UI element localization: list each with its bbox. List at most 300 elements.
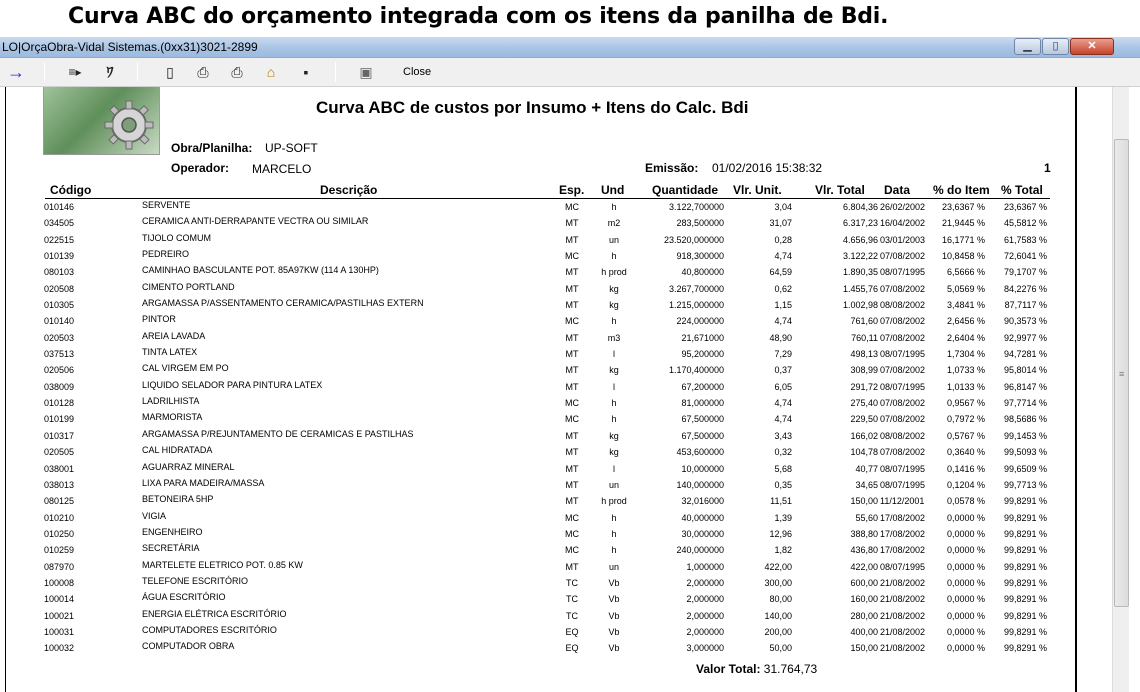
col-und: Und <box>601 183 625 197</box>
pct-total-cell: 99,8291 % <box>1003 626 1047 637</box>
vlr-total-cell: 422,00 <box>850 561 878 572</box>
col-esp: Esp. <box>559 183 585 197</box>
descricao-cell: CAMINHAO BASCULANTE POT. 85A97KW (114 A 130HP) <box>142 265 379 276</box>
descricao-cell: BETONEIRA 5HP <box>142 494 214 505</box>
vlr-unit-cell: 0,32 <box>774 447 792 458</box>
descricao-cell: CIMENTO PORTLAND <box>142 281 235 292</box>
maximize-button[interactable]: ▯ <box>1042 38 1069 55</box>
pct-total-cell: 94,7281 % <box>1003 349 1047 360</box>
pct-total-cell: 99,7713 % <box>1003 479 1047 490</box>
vlr-unit-cell: 1,15 <box>774 300 792 311</box>
codigo-cell: 010259 <box>44 545 75 556</box>
table-row <box>0 609 1076 625</box>
pct-total-cell: 95,8014 % <box>1003 365 1047 376</box>
table-row <box>0 560 1076 576</box>
quantidade-cell: 67,500000 <box>681 414 724 425</box>
pct-item-cell: 6,5666 % <box>946 267 985 278</box>
open-folder-icon[interactable]: ⌂ <box>266 64 276 80</box>
codigo-cell: 034505 <box>44 218 75 229</box>
pct-item-cell: 21,9445 % <box>941 218 985 229</box>
codigo-cell: 100014 <box>44 594 75 605</box>
esp-cell: TC <box>566 610 578 621</box>
esp-cell: MT <box>565 561 579 572</box>
vlr-total-cell: 150,00 <box>850 643 878 654</box>
quantidade-cell: 40,000000 <box>681 512 724 523</box>
vlr-total-cell: 150,00 <box>850 496 878 507</box>
screenshot-caption: Curva ABC do orçamento integrada com os itens da panilha de Bdi. <box>68 4 889 29</box>
col-quantidade: Quantidade <box>652 183 719 197</box>
codigo-cell: 038013 <box>44 479 75 490</box>
esp-cell: MT <box>565 349 579 360</box>
vlr-total-cell: 160,00 <box>850 594 878 605</box>
table-row <box>0 494 1076 510</box>
vlr-unit-cell: 3,04 <box>774 202 792 212</box>
descricao-cell: CAL HIDRATADA <box>142 445 213 456</box>
quantidade-cell: 67,500000 <box>681 430 724 441</box>
codigo-cell: 080103 <box>44 267 75 278</box>
codigo-cell: 010210 <box>44 512 75 523</box>
pct-item-cell: 0,0000 % <box>946 545 985 556</box>
pct-total-cell: 99,6509 % <box>1003 463 1047 474</box>
pct-total-cell: 99,8291 % <box>1003 594 1047 605</box>
esp-cell: MC <box>565 512 579 523</box>
quantidade-cell: 32,016000 <box>681 496 724 507</box>
und-cell: Vb <box>608 594 620 605</box>
next-arrow-icon[interactable]: → <box>7 62 25 82</box>
window-title: LO|OrçaObra-Vidal Sistemas.(0xx31)3021-2899 <box>2 40 258 54</box>
data-cell: 03/01/2003 <box>880 234 926 245</box>
pct-total-cell: 99,8291 % <box>1003 545 1047 556</box>
vlr-total-cell: 229,50 <box>850 414 878 425</box>
obra-value: UP-SOFT <box>265 141 318 155</box>
codigo-cell: 100021 <box>44 610 75 621</box>
pct-item-cell: 2,6456 % <box>946 316 985 327</box>
vlr-total-cell: 280,00 <box>850 610 878 621</box>
data-cell: 07/08/2002 <box>880 251 926 262</box>
print-icon[interactable]: ⎙ <box>231 64 243 80</box>
vlr-total-cell: 400,00 <box>850 626 878 637</box>
pct-item-cell: 10,8458 % <box>941 251 985 262</box>
vlr-unit-cell: 422,00 <box>764 561 792 572</box>
pct-item-cell: 16,1771 % <box>941 234 985 245</box>
data-cell: 11/12/2001 <box>880 496 925 507</box>
vlr-unit-cell: 80,00 <box>769 594 792 605</box>
quantidade-cell: 23.520,000000 <box>663 234 724 245</box>
vlr-total-cell: 600,00 <box>850 577 878 588</box>
und-cell: h <box>611 545 617 556</box>
vlr-unit-cell: 0,62 <box>774 283 792 294</box>
codigo-cell: 010140 <box>44 316 75 327</box>
descricao-cell: VIGIA <box>142 510 167 521</box>
codigo-cell: 020506 <box>44 365 75 376</box>
codigo-cell: 087970 <box>44 561 75 572</box>
und-cell: un <box>608 479 619 490</box>
descricao-cell: ÁGUA ESCRITÓRIO <box>142 592 226 603</box>
und-cell: h <box>611 251 617 262</box>
quantidade-cell: 1.215,000000 <box>668 300 724 311</box>
operador-label: Operador: <box>171 161 230 175</box>
pct-total-cell: 99,8291 % <box>1003 643 1047 654</box>
vlr-unit-cell: 0,37 <box>774 365 792 376</box>
und-cell: h <box>611 414 617 425</box>
vlr-unit-cell: 3,43 <box>774 430 792 441</box>
und-cell: un <box>608 561 619 572</box>
pct-total-cell: 79,1707 % <box>1003 267 1047 278</box>
descricao-cell: MARTELETE ELETRICO POT. 0.85 KW <box>142 559 303 570</box>
pct-item-cell: 0,0000 % <box>946 577 985 588</box>
pct-item-cell: 0,0000 % <box>946 610 985 621</box>
pct-item-cell: 1,0133 % <box>946 381 985 392</box>
pct-total-cell: 99,8291 % <box>1003 610 1047 621</box>
descricao-cell: ARGAMASSA P/ASSENTAMENTO CERAMICA/PASTILHAS EXTERN <box>142 298 424 309</box>
export-icon[interactable]: ▣ <box>359 64 373 80</box>
descricao-cell: ENGENHEIRO <box>142 526 203 537</box>
und-cell: m3 <box>607 332 621 343</box>
quantidade-cell: 283,500000 <box>676 218 724 229</box>
pct-total-cell: 96,8147 % <box>1003 381 1047 392</box>
table-row <box>0 347 1076 363</box>
vlr-total-cell: 498,13 <box>850 349 878 360</box>
esp-cell: MC <box>565 316 579 327</box>
codigo-cell: 037513 <box>44 349 75 360</box>
esp-cell: MT <box>565 365 579 376</box>
vlr-total-cell: 1.455,76 <box>842 283 878 294</box>
toolbar <box>0 58 1140 87</box>
binoculars-icon[interactable]: ﾜ <box>106 64 114 80</box>
page-icon[interactable]: ▯ <box>166 64 174 80</box>
operador-value: MARCELO <box>252 162 312 176</box>
save-icon[interactable]: ▪ <box>303 64 309 80</box>
esp-cell: MT <box>565 234 579 245</box>
vlr-total-cell: 40,77 <box>855 463 878 474</box>
vlr-unit-cell: 4,74 <box>774 398 792 409</box>
esp-cell: MT <box>565 479 579 490</box>
pct-total-cell: 72,6041 % <box>1003 251 1047 262</box>
codigo-cell: 080125 <box>44 496 75 507</box>
data-cell: 21/08/2002 <box>880 626 926 637</box>
table-row <box>0 314 1076 330</box>
pct-total-cell: 87,7117 % <box>1004 300 1047 311</box>
data-cell: 08/07/1995 <box>880 479 926 490</box>
close-button[interactable]: Close <box>403 66 432 78</box>
codigo-cell: 020508 <box>44 283 75 294</box>
table-row <box>0 412 1076 428</box>
esp-cell: EQ <box>565 643 579 654</box>
codigo-cell: 022515 <box>44 234 75 245</box>
quantidade-cell: 21,671000 <box>681 332 724 343</box>
data-cell: 07/08/2002 <box>880 414 926 425</box>
esp-cell: MC <box>565 398 579 409</box>
table-row <box>0 249 1076 265</box>
und-cell: l <box>613 463 615 474</box>
quantidade-cell: 2,000000 <box>686 594 724 605</box>
vlr-total-cell: 760,11 <box>851 332 878 343</box>
data-cell: 08/08/2002 <box>880 430 926 441</box>
pct-total-cell: 99,5093 % <box>1003 447 1047 458</box>
data-cell: 08/07/1995 <box>880 349 926 360</box>
esp-cell: MT <box>565 447 579 458</box>
quantidade-cell: 95,200000 <box>681 349 724 360</box>
table-row <box>0 233 1076 249</box>
vlr-total-cell: 291,72 <box>850 381 878 392</box>
und-cell: h prod <box>601 496 627 507</box>
esp-cell: MC <box>565 202 579 212</box>
pct-total-cell: 97,7714 % <box>1003 398 1047 409</box>
descricao-cell: CERAMICA ANTI-DERRAPANTE VECTRA OU SIMILAR <box>142 216 369 227</box>
vlr-unit-cell: 1,82 <box>774 545 792 556</box>
codigo-cell: 100008 <box>44 577 75 588</box>
vertical-scrollbar[interactable] <box>1112 87 1129 692</box>
vlr-total-cell: 3.122,22 <box>842 251 878 262</box>
table-row <box>0 282 1076 298</box>
vlr-unit-cell: 4,74 <box>774 316 792 327</box>
vlr-total-cell: 55,60 <box>855 512 878 523</box>
pct-item-cell: 23,6367 % <box>941 202 985 212</box>
emissao-label: Emissão: <box>645 161 699 175</box>
table-row <box>0 363 1076 379</box>
und-cell: h <box>611 512 617 523</box>
vlr-unit-cell: 31,07 <box>769 218 792 229</box>
vlr-total-cell: 34,65 <box>855 479 878 490</box>
codigo-cell: 010139 <box>44 251 75 262</box>
table-row <box>0 511 1076 527</box>
codigo-cell: 010199 <box>44 414 75 425</box>
table-row <box>0 445 1076 461</box>
table-row <box>0 396 1076 412</box>
esp-cell: MT <box>565 463 579 474</box>
col-vlr-total: Vlr. Total <box>815 183 865 197</box>
data-cell: 08/07/1995 <box>880 463 926 474</box>
table-row <box>0 641 1076 657</box>
pct-total-cell: 99,1453 % <box>1003 430 1047 441</box>
report-title: Curva ABC de custos por Insumo + Itens do Calc. Bdi <box>316 98 749 117</box>
quantidade-cell: 1,000000 <box>686 561 724 572</box>
vlr-total-cell: 6.317,23 <box>842 218 878 229</box>
descricao-cell: TINTA LATEX <box>142 347 198 358</box>
data-cell: 21/08/2002 <box>880 610 926 621</box>
descricao-cell: AREIA LAVADA <box>142 330 206 341</box>
pct-item-cell: 0,0000 % <box>946 561 985 572</box>
pct-item-cell: 2,6404 % <box>946 332 985 343</box>
pct-item-cell: 0,9567 % <box>946 398 985 409</box>
pct-item-cell: 0,7972 % <box>946 414 985 425</box>
quantidade-cell: 918,300000 <box>676 251 724 262</box>
und-cell: l <box>613 381 615 392</box>
esp-cell: MT <box>565 267 579 278</box>
valor-total-value: 31.764,73 <box>763 662 818 676</box>
quantidade-cell: 3.122,700000 <box>668 202 724 212</box>
und-cell: kg <box>609 300 619 311</box>
vlr-total-cell: 1.002,98 <box>842 300 878 311</box>
esp-cell: MT <box>565 381 579 392</box>
descricao-cell: TELEFONE ESCRITÓRIO <box>142 575 249 586</box>
pct-total-cell: 99,8291 % <box>1003 528 1047 539</box>
header-divider <box>45 198 1050 199</box>
vlr-unit-cell: 12,96 <box>769 528 792 539</box>
table-row <box>0 216 1076 232</box>
vlr-unit-cell: 300,00 <box>764 577 792 588</box>
pct-item-cell: 0,1416 % <box>946 463 985 474</box>
vlr-total-cell: 275,40 <box>850 398 878 409</box>
und-cell: Vb <box>608 577 620 588</box>
obra-label: Obra/Planilha: <box>171 141 253 155</box>
scrollbar-grip-icon: ≡ <box>1119 369 1125 379</box>
pct-item-cell: 1,7304 % <box>946 349 985 360</box>
data-cell: 07/08/2002 <box>880 283 926 294</box>
und-cell: Vb <box>608 643 620 654</box>
descricao-cell: ENERGIA ELÉTRICA ESCRITÓRIO <box>142 608 287 619</box>
table-row <box>0 298 1076 314</box>
vlr-total-cell: 166,02 <box>850 430 878 441</box>
data-cell: 08/08/2002 <box>880 300 926 311</box>
esp-cell: MT <box>565 496 579 507</box>
valor-total-label: Valor Total: <box>696 662 761 676</box>
esp-cell: TC <box>566 577 578 588</box>
window-titlebar <box>0 37 1140 58</box>
scrollbar-thumb[interactable] <box>1114 139 1129 607</box>
data-cell: 07/08/2002 <box>880 398 926 409</box>
data-cell: 21/08/2002 <box>880 594 926 605</box>
descricao-cell: COMPUTADORES ESCRITÓRIO <box>142 624 277 635</box>
vlr-unit-cell: 50,00 <box>769 643 792 654</box>
pct-total-cell: 84,2276 % <box>1003 283 1047 294</box>
und-cell: h prod <box>601 267 627 278</box>
company-logo <box>43 87 160 155</box>
codigo-cell: 010146 <box>44 202 75 212</box>
valor-total <box>696 662 817 676</box>
pct-item-cell: 0,3640 % <box>946 447 985 458</box>
codigo-cell: 010250 <box>44 528 75 539</box>
page-number: 1 <box>1044 161 1051 175</box>
quantidade-cell: 2,000000 <box>686 577 724 588</box>
pct-item-cell: 1,0733 % <box>946 365 985 376</box>
pct-total-cell: 99,8291 % <box>1003 496 1047 507</box>
vlr-total-cell: 436,80 <box>850 545 878 556</box>
descricao-cell: LADRILHISTA <box>142 396 200 407</box>
und-cell: kg <box>609 447 619 458</box>
table-row <box>0 592 1076 608</box>
printer-setup-icon[interactable]: ⎙ <box>197 64 209 80</box>
und-cell: h <box>611 528 617 539</box>
codigo-cell: 020503 <box>44 332 75 343</box>
pct-item-cell: 0,0578 % <box>946 496 985 507</box>
esp-cell: MC <box>565 251 579 262</box>
quantidade-cell: 224,000000 <box>676 316 724 327</box>
quantidade-cell: 2,000000 <box>686 610 724 621</box>
col-vlr-unit: Vlr. Unit. <box>733 183 782 197</box>
vlr-unit-cell: 7,29 <box>774 349 792 360</box>
table-row <box>0 625 1076 641</box>
table-row <box>0 543 1076 559</box>
table-body <box>0 200 1076 658</box>
quantidade-cell: 2,000000 <box>686 626 724 637</box>
descricao-cell: PEDREIRO <box>142 249 190 260</box>
data-cell: 21/08/2002 <box>880 643 926 654</box>
pct-item-cell: 0,0000 % <box>946 528 985 539</box>
pct-item-cell: 0,0000 % <box>946 643 985 654</box>
data-cell: 07/08/2002 <box>880 365 926 376</box>
vlr-unit-cell: 6,05 <box>774 381 792 392</box>
vlr-unit-cell: 11,51 <box>770 496 792 507</box>
vlr-unit-cell: 4,74 <box>774 414 792 425</box>
list-icon[interactable]: ≡▸ <box>68 65 82 79</box>
data-cell: 07/08/2002 <box>880 447 926 458</box>
und-cell: h <box>611 316 617 327</box>
pct-item-cell: 0,1204 % <box>946 479 985 490</box>
quantidade-cell: 40,800000 <box>681 267 724 278</box>
table-row <box>0 380 1076 396</box>
codigo-cell: 010305 <box>44 300 75 311</box>
codigo-cell: 100031 <box>44 626 75 637</box>
minimize-button[interactable]: ▁ <box>1014 38 1041 55</box>
toolbar-separator <box>335 62 336 82</box>
table-row <box>0 429 1076 445</box>
close-window-button[interactable]: ✕ <box>1070 38 1114 55</box>
pct-total-cell: 45,5812 % <box>1003 218 1047 229</box>
data-cell: 16/04/2002 <box>880 218 926 229</box>
descricao-cell: TIJOLO COMUM <box>142 232 211 243</box>
vlr-unit-cell: 200,00 <box>764 626 792 637</box>
esp-cell: MC <box>565 414 579 425</box>
codigo-cell: 038009 <box>44 381 75 392</box>
esp-cell: MT <box>565 300 579 311</box>
vlr-total-cell: 104,78 <box>850 447 878 458</box>
pct-item-cell: 5,0569 % <box>946 283 985 294</box>
vlr-unit-cell: 0,28 <box>774 234 792 245</box>
quantidade-cell: 3,000000 <box>686 643 724 654</box>
table-row <box>0 478 1076 494</box>
quantidade-cell: 140,000000 <box>676 479 724 490</box>
pct-item-cell: 0,0000 % <box>946 626 985 637</box>
data-cell: 21/08/2002 <box>880 577 926 588</box>
vlr-unit-cell: 5,68 <box>774 463 792 474</box>
codigo-cell: 020505 <box>44 447 75 458</box>
data-cell: 08/07/1995 <box>880 381 926 392</box>
vlr-total-cell: 388,80 <box>850 528 878 539</box>
data-cell: 08/07/1995 <box>880 267 926 278</box>
codigo-cell: 010128 <box>44 398 75 409</box>
esp-cell: MC <box>565 545 579 556</box>
descricao-cell: ARGAMASSA P/REJUNTAMENTO DE CERAMICAS E PASTILHAS <box>142 428 414 439</box>
vlr-total-cell: 308,99 <box>850 365 878 376</box>
col-pct-total: % Total <box>1001 183 1043 197</box>
und-cell: h <box>611 398 617 409</box>
vlr-total-cell: 1.890,35 <box>842 267 878 278</box>
descricao-cell: COMPUTADOR OBRA <box>142 641 235 652</box>
und-cell: Vb <box>608 626 620 637</box>
und-cell: un <box>608 234 619 245</box>
data-cell: 17/08/2002 <box>880 528 926 539</box>
emissao-value: 01/02/2016 15:38:32 <box>712 161 823 175</box>
toolbar-separator <box>137 62 138 82</box>
esp-cell: EQ <box>565 626 579 637</box>
pct-total-cell: 61,7583 % <box>1003 234 1047 245</box>
pct-total-cell: 99,8291 % <box>1003 512 1047 523</box>
und-cell: h <box>611 202 617 212</box>
vlr-total-cell: 6.804,36 <box>842 202 878 212</box>
und-cell: kg <box>609 365 619 376</box>
und-cell: l <box>613 349 615 360</box>
col-codigo: Código <box>50 183 92 197</box>
col-data: Data <box>884 183 911 197</box>
codigo-cell: 038001 <box>44 463 75 474</box>
table-row <box>0 265 1076 281</box>
table-row <box>0 331 1076 347</box>
table-row <box>0 576 1076 592</box>
quantidade-cell: 81,000000 <box>681 398 724 409</box>
und-cell: kg <box>609 430 619 441</box>
esp-cell: TC <box>566 594 578 605</box>
